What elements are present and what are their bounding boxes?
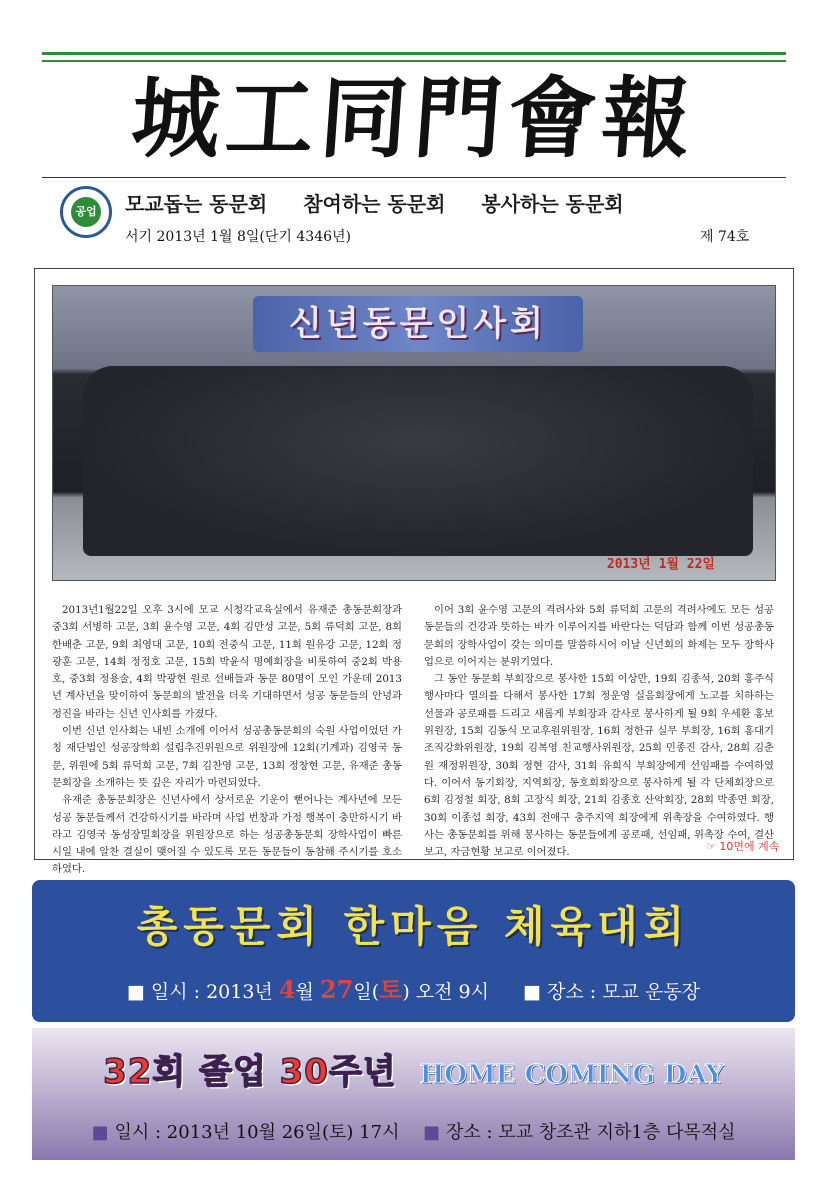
slogan-3: 봉사하는 동문회 bbox=[481, 192, 624, 216]
sports-day-announcement bbox=[32, 880, 795, 1022]
article-paragraph: 유재준 총동문회장은 신년사에서 상서로운 기운이 뻗어나는 계사년에 모든 성공 동문들께서 건강하시기를 바라며 사업 번창과 가정 행복이 충만하시기 바라고 김영국 동성장밀회장을 위원장으로 하는 성공총동문회 장학사업이 빠른 시일 내에 알찬 결실이 맺어질 수 있도록 모든 동문들이 동참해 주시기를 호소하였다. bbox=[52, 794, 402, 876]
issue-date: 서기 2013년 1월 8일(단기 4346년) bbox=[125, 229, 351, 245]
sports-time: ) 오전 9시 bbox=[402, 981, 489, 1003]
homecoming-announcement bbox=[32, 1028, 795, 1160]
homecoming-event-name: HOME COMING DAY bbox=[419, 1060, 724, 1090]
sports-day-unit: 일( bbox=[353, 981, 380, 1003]
homecoming-title-row bbox=[32, 1044, 795, 1093]
article-column-1 bbox=[52, 602, 402, 879]
article-paragraph: 이번 신년 인사회는 내빈 소개에 이어서 성공총동문회의 숙원 사업이었던 가칭 재단법인 성공장학회 설립추진위원으로 위원장에 12회(기계과) 김영국 동문, 위원에 5회 류덕희 고문, 7회 김찬영 고문, 13회 정창현 고문, 유재준 총동문회장을 소개하는 뜻 깊은 자리가 마련되었다. bbox=[52, 725, 402, 789]
homecoming-title: 32회 졸업 30주년 bbox=[103, 1052, 397, 1092]
slogan-1: 모교돕는 동문회 bbox=[125, 192, 268, 216]
square-bullet-icon: ■ bbox=[422, 1122, 440, 1143]
masthead-title: 城工同門會報 bbox=[128, 67, 700, 170]
school-logo bbox=[60, 186, 112, 238]
school-logo-emblem: 공업 bbox=[71, 197, 101, 227]
top-green-rule bbox=[42, 52, 786, 55]
sports-place: 장소 : 모교 운동장 bbox=[547, 981, 701, 1003]
square-bullet-icon: ■ bbox=[91, 1122, 109, 1143]
article-column-2 bbox=[424, 602, 774, 861]
sports-month-unit: 월 bbox=[295, 981, 320, 1003]
group-photo bbox=[52, 285, 776, 581]
masthead-divider bbox=[42, 177, 786, 178]
sports-day-title: 총동문회 한마음 체육대회 bbox=[136, 902, 691, 951]
article-paragraph: 그 동안 동문회 부회장으로 봉사한 15회 이상만, 19회 김종석, 20회 홍주식 행사마다 열의를 다해서 봉사한 17회 정운영 실음회장에게 노고를 치하하는 선물과 공로패를 드리고 새롭게 부회장과 감사로 봉사하게 될 9회 우세환 홍보위원장, 15회 김동식 모교후원위원장, 16회 정한규 실무 부회장, 16회 홍대기 조직강화위원장, 19회 김복영 친교행사위원장, 25회 민종진 감사, 28회 김춘원 재정위원장, 30회 정현 감사, 31회 유희식 부회장에게 선임패를 수여하였다. 이어서 동기회장, 지역회장, 동호회회장으로 봉사하게 될 각 단체회장으로 6회 김정철 회장, 8회 고장식 회장, 21회 김종호 산악회장, 28회 박종면 회장, 30회 이종섭 회장, 43회 전애구 충주지역 회장에게 위촉장을 수여하였다. 행사는 총동문회를 위해 봉사하는 동문들에게 공로패, 선임패, 위촉장 수여, 결산보고, 자금현황 보고로 이어졌다. bbox=[424, 673, 774, 859]
slogan-row bbox=[125, 188, 765, 218]
sports-weekday: 토 bbox=[379, 975, 403, 1004]
sports-day: 27 bbox=[319, 975, 354, 1004]
homecoming-date: 일시 : 2013년 10월 26일(토) 17시 bbox=[114, 1122, 400, 1143]
sports-month: 4 bbox=[278, 975, 296, 1004]
square-bullet-icon: ■ bbox=[126, 981, 145, 1003]
issue-number: 제 74호 bbox=[700, 229, 750, 245]
article-paragraph: 이어 3회 윤수영 고문의 격려사와 5회 류덕희 고문의 격려사에도 모든 성공 동문들의 건강과 뜻하는 바가 이루어지를 바란다는 덕담과 함께 이번 성공총동문회의 장학사업이 갖는 의미를 말씀하시어 이날 신년회의 화제는 모두 장학사업으로 이어지는 분위기였다. bbox=[424, 604, 774, 668]
square-bullet-icon: ■ bbox=[523, 981, 542, 1003]
homecoming-place: 장소 : 모교 창조관 지하1층 다목적실 bbox=[445, 1122, 736, 1143]
slogan-2: 참여하는 동문회 bbox=[303, 192, 446, 216]
homecoming-info bbox=[32, 1118, 795, 1144]
sports-day-info bbox=[32, 970, 795, 1005]
photo-banner: 신년동문인사회 bbox=[253, 296, 583, 352]
continued-link[interactable]: ☞ 10면에 계속 bbox=[706, 840, 780, 853]
top-green-rule-thin bbox=[42, 60, 786, 62]
sports-date-prefix: 일시 : 2013년 bbox=[150, 981, 279, 1003]
photo-crowd bbox=[83, 366, 753, 556]
article-paragraph: 2013년1월22일 오후 3시에 모교 시청각교육실에서 유재준 총동문회장과 중3회 서병하 고문, 3회 윤수영 고문, 4회 김만성 고문, 5회 류덕희 고문, 8회 한배춘 고문, 9회 최영대 고문, 10회 전중식 고문, 11회 원유강 고문, 12회 정광훈 고문, 14회 정정호 고문, 15회 박윤식 명예회장을 비롯하여 중2회 박용호, 중3회 정용술, 4회 박광현 원로 선배들과 동문 80명이 모인 가운데 2013년 계사년을 맞이하여 동문회의 발전을 더욱 기대하면서 성공 동문들의 안녕과 정진을 바라는 신년 인사회를 가졌다. bbox=[52, 604, 402, 720]
photo-date-stamp: 2013년 1월 22일 bbox=[606, 557, 715, 572]
